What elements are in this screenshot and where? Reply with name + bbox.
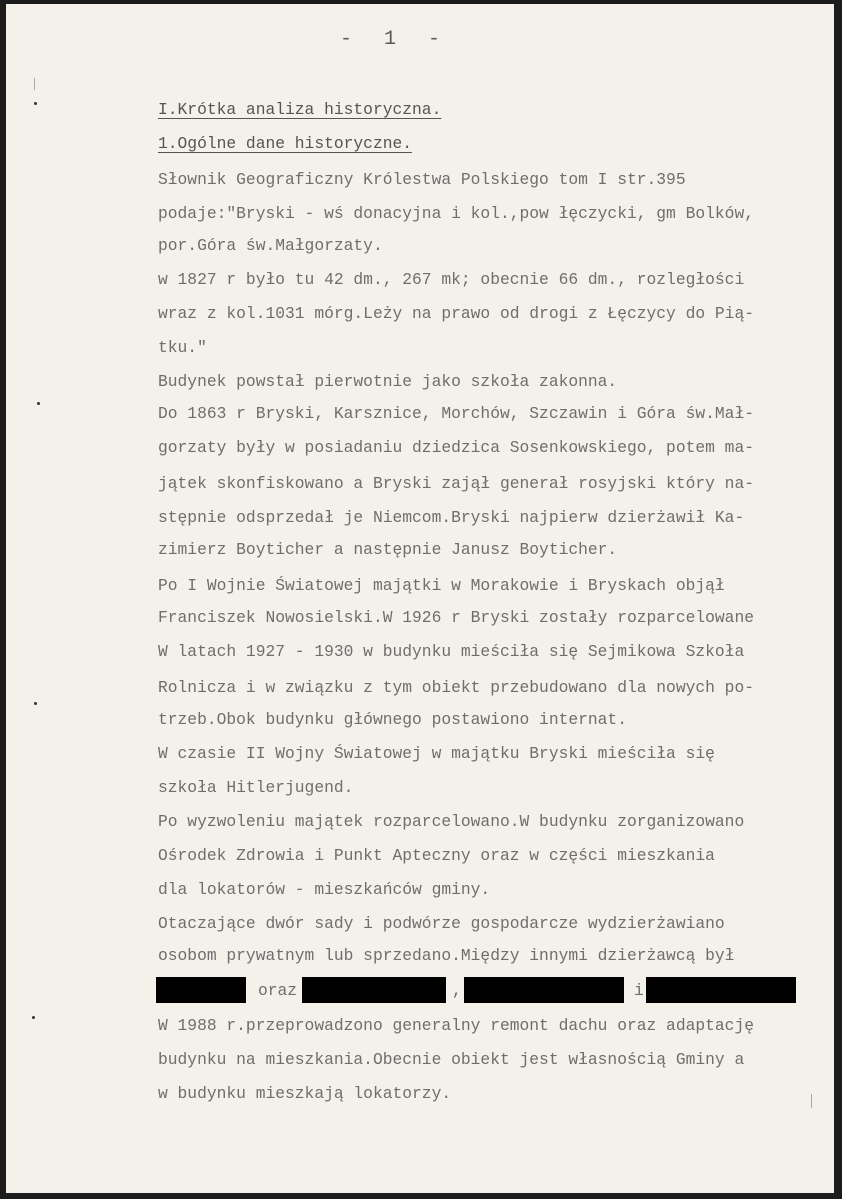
text-line: Otaczające dwór sady i podwórze gospodarcze wydzierżawiano [158,914,725,933]
text-line: jątek skonfiskowano a Bryski zajął generał rosyjski który na- [158,474,754,493]
text-line: Po I Wojnie Światowej majątki w Morakowie i Bryskach objął [158,576,725,595]
redaction-bar [646,977,796,1003]
punch-hole-mark [34,102,37,105]
text-line: w budynku mieszkają lokatorzy. [158,1084,452,1103]
punch-hole-mark [37,402,40,405]
text-line: trzeb.Obok budynku głównego postawiono internat. [158,710,627,729]
punch-hole-mark [32,1016,35,1019]
section-heading: I.Krótka analiza historyczna. [158,100,442,119]
text-line: Ośrodek Zdrowia i Punkt Apteczny oraz w części mieszkania [158,846,715,865]
text-line: budynku na mieszkania.Obecnie obiekt jest własnością Gminy a [158,1050,745,1069]
redaction-bar [464,977,624,1003]
text-line: W 1988 r.przeprowadzono generalny remont dachu oraz adaptację [158,1016,754,1035]
page-number: - 1 - [340,28,451,51]
text-fragment: i [634,981,644,1000]
text-line: stępnie odsprzedał je Niemcom.Bryski najpierw dzierżawił Ka- [158,508,745,527]
text-line: Franciszek Nowosielski.W 1926 r Bryski zostały rozparcelowane [158,608,754,627]
redacted-names-line [156,975,806,1005]
text-line: Słownik Geograficzny Królestwa Polskiego tom I str.395 [158,170,686,189]
text-line: Budynek powstał pierwotnie jako szkoła zakonna. [158,372,618,391]
subsection-heading: 1.Ogólne dane historyczne. [158,134,413,153]
text-line: gorzaty były w posiadaniu dziedzica Sosenkowskiego, potem ma- [158,438,754,457]
text-line: Po wyzwoleniu majątek rozparcelowano.W budynku zorganizowano [158,812,745,831]
text-fragment: oraz [258,981,298,1000]
text-line: tku." [158,338,207,357]
text-line: W latach 1927 - 1930 w budynku mieściła się Sejmikowa Szkoła [158,642,745,661]
text-line: zimierz Boyticher a następnie Janusz Boyticher. [158,540,618,559]
text-fragment: , [452,981,462,1000]
text-line: szkoła Hitlerjugend. [158,778,354,797]
redaction-bar [156,977,246,1003]
margin-mark [34,78,35,90]
text-line: w 1827 r było tu 42 dm., 267 mk; obecnie 66 dm., rozległości [158,270,745,289]
text-line: podaje:"Bryski - wś donacyjna i kol.,pow łęczycki, gm Bolków, [158,204,754,223]
redaction-bar [302,977,446,1003]
punch-hole-mark [34,702,37,705]
text-line: Rolnicza i w związku z tym obiekt przebudowano dla nowych po- [158,678,754,697]
text-line: W czasie II Wojny Światowej w majątku Bryski mieściła się [158,744,715,763]
text-line: por.Góra św.Małgorzaty. [158,236,383,255]
text-line: osobom prywatnym lub sprzedano.Między innymi dzierżawcą był [158,946,735,965]
text-line: dla lokatorów - mieszkańców gminy. [158,880,491,899]
text-line: Do 1863 r Bryski, Karsznice, Morchów, Szczawin i Góra św.Mał- [158,404,754,423]
text-line: wraz z kol.1031 mórg.Leży na prawo od drogi z Łęczycy do Pią- [158,304,754,323]
